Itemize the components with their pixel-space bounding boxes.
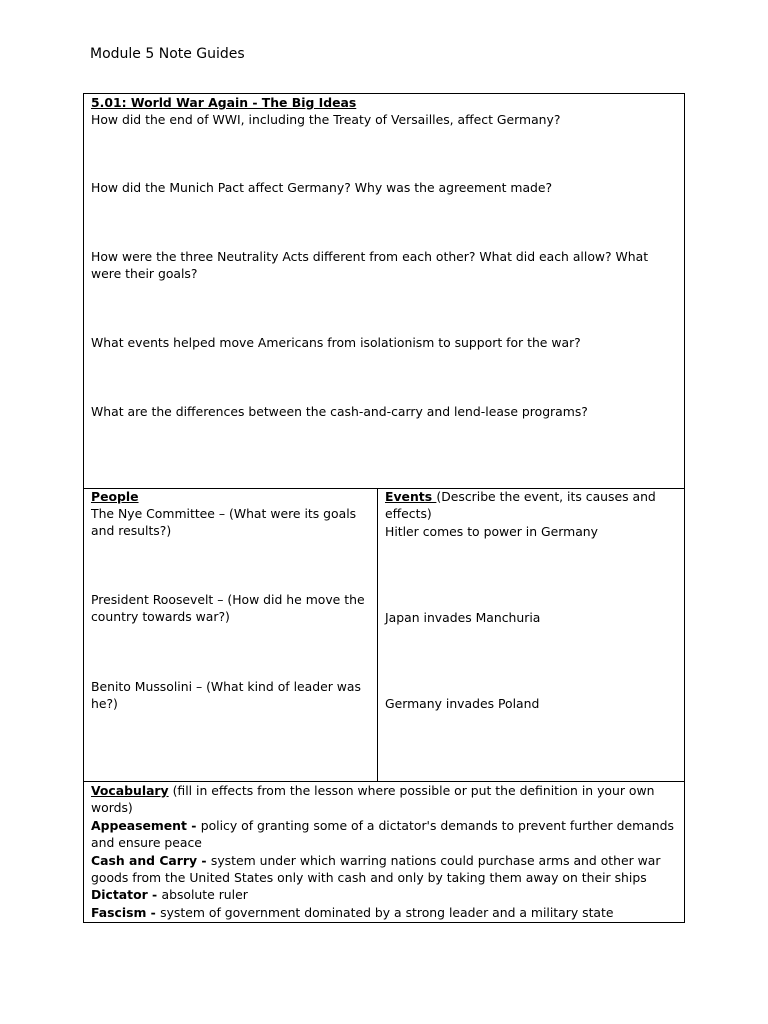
vocab-term: Cash and Carry -	[91, 852, 211, 868]
vocabulary-instruction: (fill in effects from the lesson where possible or put the definition in your own words)	[91, 783, 655, 816]
event-japan-manchuria: Japan invades Manchuria	[385, 610, 541, 625]
vocab-appeasement	[91, 817, 676, 852]
question-1: How did the end of WWI, including the Treaty of Versailles, affect Germany?	[91, 112, 561, 127]
person-mussolini: Benito Mussolini – (What kind of leader was he?)	[91, 679, 361, 712]
person-roosevelt: President Roosevelt – (How did he move the country towards war?)	[91, 592, 365, 625]
people-title: People	[91, 489, 139, 504]
vocabulary-section	[84, 782, 684, 922]
vocab-definition: policy of granting some of a dictator's demands to prevent further demands and ensure peace	[91, 817, 674, 851]
events-column	[378, 489, 684, 781]
vocabulary-header	[91, 782, 676, 817]
page-header: Module 5 Note Guides	[90, 46, 245, 62]
person-nye-committee: The Nye Committee – (What were its goals and results?)	[91, 506, 357, 539]
vocab-term: Appeasement -	[91, 817, 201, 833]
events-title: Events	[385, 489, 437, 504]
big-ideas-title: 5.01: World War Again - The Big Ideas	[91, 95, 357, 110]
question-5: What are the differences between the cash-and-carry and lend-lease programs?	[91, 404, 588, 419]
vocab-definition: absolute ruler	[161, 887, 248, 903]
vocabulary-title: Vocabulary	[91, 783, 169, 798]
vocab-term: Dictator -	[91, 887, 162, 903]
note-guide-table	[83, 93, 685, 923]
vocab-fascism	[91, 904, 676, 921]
question-3: How were the three Neutrality Acts different from each other? What did each allow? What were their goals?	[91, 249, 649, 282]
people-events-section	[84, 489, 684, 782]
vocab-dictator	[91, 886, 676, 903]
vocab-definition: system under which warring nations could purchase arms and other war goods from the United States only with cash and only by taking them away on their ships	[91, 852, 661, 886]
question-2: How did the Munich Pact affect Germany? Why was the agreement made?	[91, 180, 553, 195]
vocab-term: Fascism -	[91, 904, 161, 920]
event-germany-poland: Germany invades Poland	[385, 696, 540, 711]
people-column	[84, 489, 378, 781]
vocab-cash-and-carry	[91, 852, 676, 887]
big-ideas-section	[84, 94, 684, 489]
events-header	[385, 488, 676, 523]
event-hitler-power: Hitler comes to power in Germany	[385, 524, 598, 539]
question-4: What events helped move Americans from isolationism to support for the war?	[91, 335, 581, 350]
events-instruction: (Describe the event, its causes and effects)	[385, 489, 656, 522]
vocab-definition: system of government dominated by a strong leader and a military state	[160, 904, 614, 920]
